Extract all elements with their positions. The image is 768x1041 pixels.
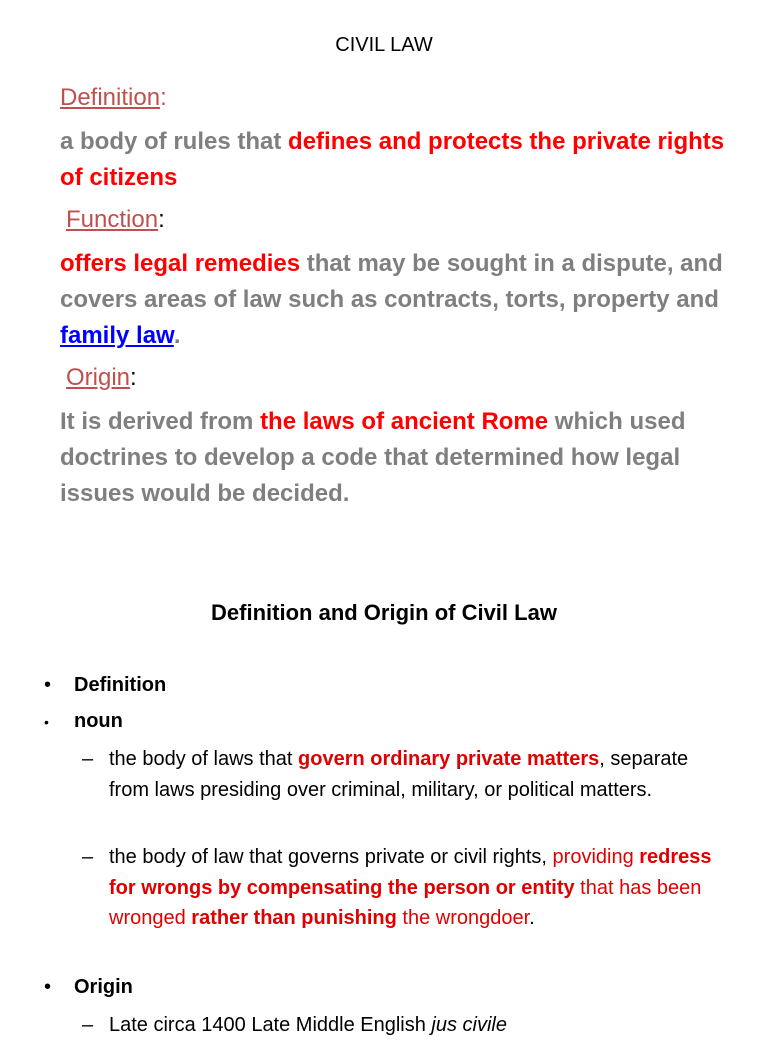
origin-heading (66, 364, 137, 392)
definition-heading (60, 84, 167, 112)
function-highlight: offers legal remedies (60, 250, 301, 277)
item2-red-3: the wrongdoer (396, 907, 530, 929)
definition-plain: a body of rules that (60, 128, 289, 155)
origin-heading-label: Origin (66, 364, 131, 391)
item1-highlight: govern ordinary private matters (298, 748, 600, 770)
bullet-noun (44, 710, 123, 733)
family-law-link[interactable]: family law (60, 322, 174, 349)
bullet-definition-label: Definition (74, 674, 167, 696)
definition-item-1-text (109, 744, 732, 805)
item2-bold-1: redress for wrongs by compensating the person or entity (109, 846, 712, 899)
function-heading (66, 206, 165, 234)
origin-plain-1: It is derived from (60, 408, 261, 435)
item2-end: . (529, 907, 535, 929)
function-text (60, 246, 730, 354)
bullet-dot: • (44, 976, 52, 998)
slide-definition-origin (0, 560, 768, 1036)
definition-heading-label: Definition (60, 84, 161, 111)
item2-plain-1: the body of law that governs private or civil rights, (109, 846, 553, 868)
origin-item (82, 1010, 732, 1041)
definition-item-2 (82, 842, 732, 934)
dash-marker: – (82, 1014, 94, 1036)
bullet-dot: • (44, 674, 52, 696)
origin-item-plain: Late circa 1400 Late Middle English (109, 1014, 432, 1036)
bullet-definition (44, 674, 166, 697)
definition-item-2-text (109, 842, 732, 934)
definition-text (60, 124, 730, 196)
slide2-title: Definition and Origin of Civil Law (211, 600, 557, 625)
slide-title: CIVIL LAW (335, 34, 433, 56)
origin-item-text (109, 1010, 732, 1041)
origin-text (60, 404, 730, 512)
dash-marker: – (82, 748, 94, 770)
item2-bold-2: rather than punishing (191, 907, 397, 929)
item2-red-1: providing (552, 846, 640, 868)
definition-highlight: defines and protects the private rights of citizens (60, 128, 725, 191)
origin-heading-colon: : (130, 364, 137, 391)
origin-plain-2: which used doctrines to develop a code that determined how legal issues would be decided. (60, 408, 686, 507)
item1-plain-1: the body of laws that (109, 748, 299, 770)
function-heading-colon: : (158, 206, 165, 233)
definition-item-1 (82, 744, 732, 805)
function-end: . (173, 322, 181, 349)
bullet-origin (44, 976, 133, 999)
origin-highlight: the laws of ancient Rome (260, 408, 549, 435)
item1-plain-2: , separate from laws presiding over criminal, military, or political matters. (109, 748, 689, 801)
function-plain: that may be sought in a dispute, and covers areas of law such as contracts, torts, property and (60, 250, 723, 313)
dash-marker: – (82, 846, 94, 868)
item2-red-2: that has been wronged (109, 876, 702, 929)
definition-heading-colon: : (160, 84, 167, 111)
function-heading-label: Function (66, 206, 159, 233)
origin-item-italic: jus civile (431, 1014, 507, 1036)
bullet-dot: • (44, 713, 49, 730)
bullet-noun-label: noun (74, 710, 123, 732)
bullet-origin-label: Origin (74, 976, 133, 998)
